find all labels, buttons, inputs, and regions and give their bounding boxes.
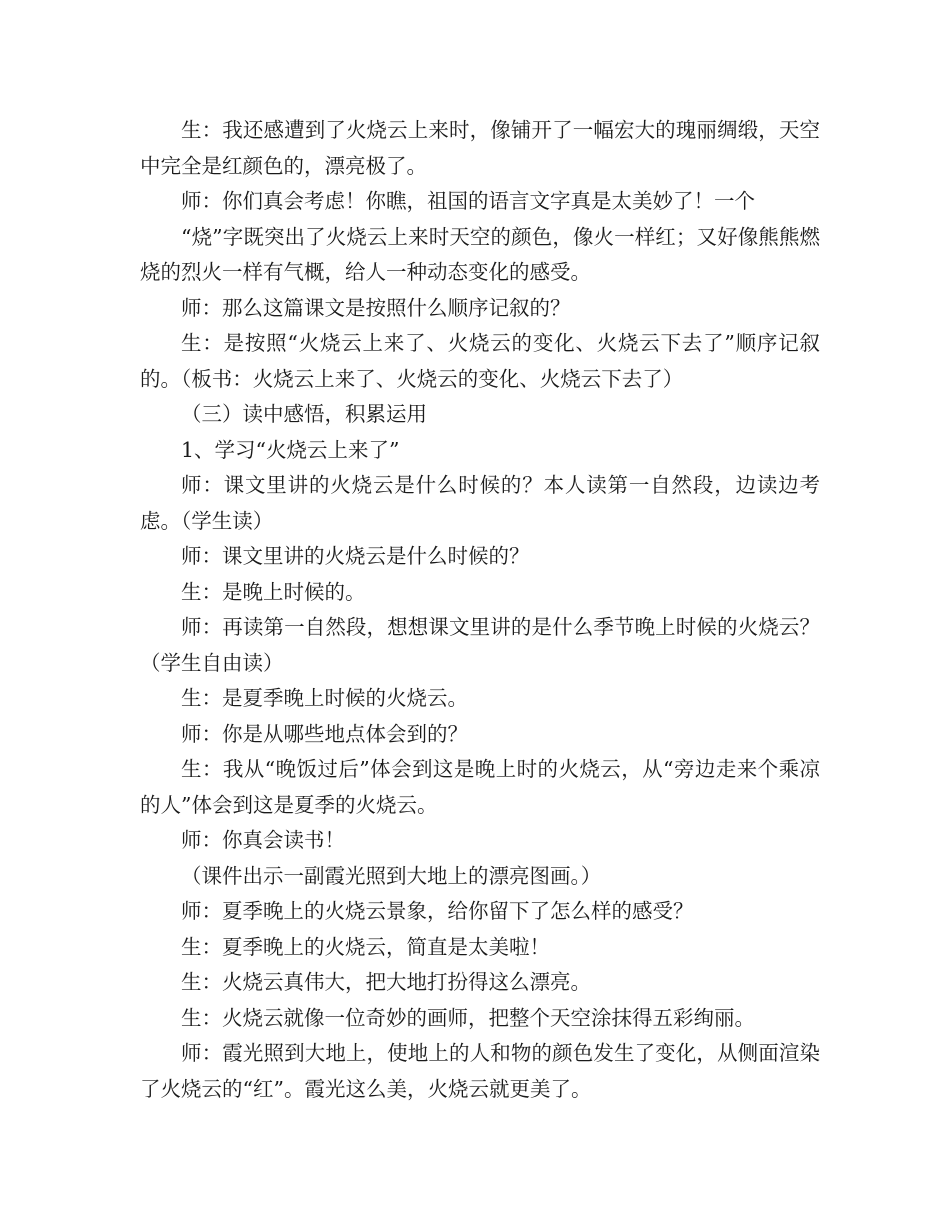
paragraph: 师：夏季晚上的火烧云景象，给你留下了怎么样的感受？ <box>181 899 694 923</box>
paragraph: 师：你是从哪些地点体会到的？ <box>181 721 468 746</box>
paragraph: 生：我从“晚饭过后”体会到这是晚上时的火烧云，从“旁边走来个乘凉的人”体会到这是夏季的火烧云。 <box>140 757 820 817</box>
paragraph: 生：是夏季晚上时候的火烧云。 <box>181 686 468 710</box>
paragraph: 生：我还感遭到了火烧云上来时，像铺开了一幅宏大的瑰丽绸缎，天空中完全是红颜色的，漂亮极了。 <box>140 118 820 178</box>
paragraph: 师：你真会读书！ <box>181 828 345 852</box>
paragraph: 师：再读第一自然段，想想课文里讲的是什么季节晚上时候的火烧云？（学生自由读） <box>140 615 820 675</box>
section-heading: （三）读中感悟，积累运用 <box>181 402 427 426</box>
paragraph: 生：是晚上时候的。 <box>181 579 366 604</box>
paragraph: 生：火烧云就像一位奇妙的画师，把整个天空涂抹得五彩绚丽。 <box>181 1005 755 1030</box>
paragraph: 师：课文里讲的火烧云是什么时候的？本人读第一自然段，边读边考虑。（学生读） <box>140 473 820 533</box>
paragraph: “烧”字既突出了火烧云上来时天空的颜色，像火一样红；又好像熊熊燃烧的烈火一样有气概，给人一种动态变化的感受。 <box>140 224 820 284</box>
subsection-heading: 1、学习“火烧云上来了” <box>181 437 400 462</box>
paragraph: 师：你们真会考虑！你瞧，祖国的语言文字真是太美妙了！一个 <box>181 189 755 213</box>
paragraph: （课件出示一副霞光照到大地上的漂亮图画。） <box>181 863 602 888</box>
paragraph: 生：火烧云真伟大，把大地打扮得这么漂亮。 <box>181 970 591 994</box>
document-body <box>140 113 820 1107</box>
paragraph: 师：霞光照到大地上，使地上的人和物的颜色发生了变化，从侧面渲染了火烧云的“红”。霞光这么美，火烧云就更美了。 <box>140 1041 820 1101</box>
paragraph: 生：夏季晚上的火烧云，简直是太美啦！ <box>181 934 550 959</box>
paragraph: 师：那么这篇课文是按照什么顺序记叙的？ <box>181 295 571 320</box>
paragraph: 生：是按照“火烧云上来了、火烧云的变化、火烧云下去了”顺序记叙的。（板书：火烧云上来了、火烧云的变化、火烧云下去了） <box>140 331 820 391</box>
paragraph: 师：课文里讲的火烧云是什么时候的？ <box>181 544 530 568</box>
